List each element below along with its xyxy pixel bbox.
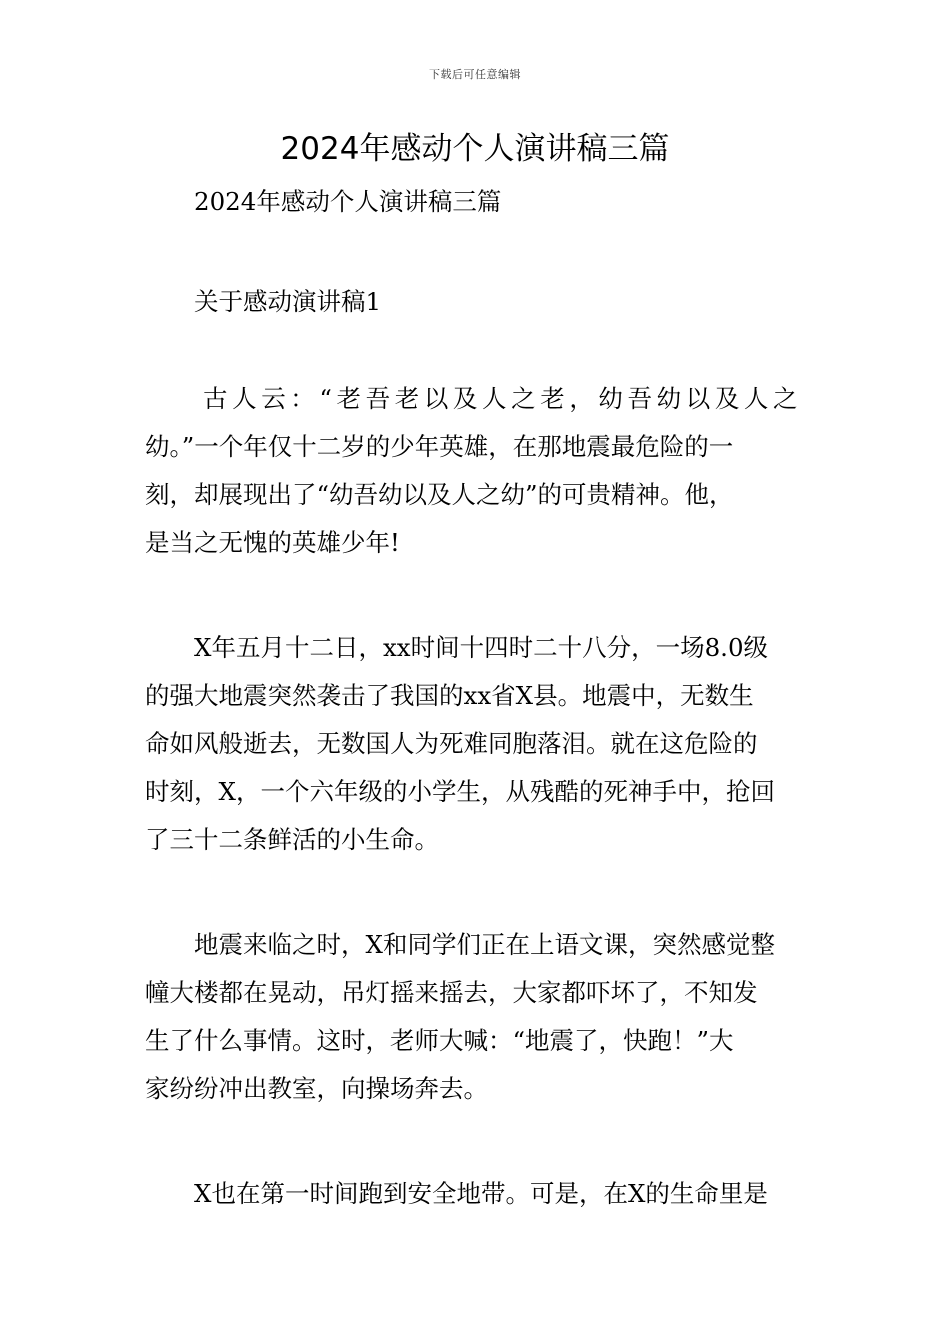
paragraph-line: 刻，却展现出了“幼吾幼以及人之幼”的可贵精神。他，	[145, 480, 734, 509]
paragraph-line: 了三十二条鲜活的小生命。	[145, 825, 439, 854]
paragraph-line: 幢大楼都在晃动，吊灯摇来摇去，大家都吓坏了，不知发	[145, 978, 758, 1007]
paragraph-line: 的强大地震突然袭击了我国的xx省X县。地震中，无数生	[145, 681, 754, 710]
paragraph-1	[145, 375, 807, 567]
paragraph-line: 幼。”一个年仅十二岁的少年英雄，在那地震最危险的一	[145, 432, 734, 461]
paragraph-line: 命如风般逝去，无数国人为死难同胞落泪。就在这危险的	[145, 729, 758, 758]
paragraph-line: 时刻，X，一个六年级的小学生，从残酷的死神手中，抢回	[145, 777, 775, 806]
paragraph-2	[145, 624, 807, 864]
paragraph-line: X也在第一时间跑到安全地带。可是，在X的生命里是	[194, 1179, 768, 1208]
paragraph-line: X年五月十二日，xx时间十四时二十八分，一场8.0级	[194, 633, 769, 662]
paragraph-line: 家纷纷冲出教室，向操场奔去。	[145, 1074, 488, 1103]
paragraph-line: 地震来临之时，X和同学们正在上语文课，突然感觉整	[194, 930, 775, 959]
paragraph-line: 古人云：“老吾老以及人之老，幼吾幼以及人之	[203, 384, 803, 413]
paragraph-3	[145, 921, 807, 1113]
document-title: 2024年感动个人演讲稿三篇	[280, 131, 670, 167]
section-heading: 关于感动演讲稿1	[194, 287, 382, 316]
paragraph-line: 生了什么事情。这时，老师大喊：“地震了，快跑！”大	[145, 1026, 734, 1055]
document-subtitle: 2024年感动个人演讲稿三篇	[194, 187, 502, 216]
paragraph-line: 是当之无愧的英雄少年!	[145, 528, 400, 557]
header-note: 下载后可任意编辑	[429, 68, 521, 81]
paragraph-4	[145, 1170, 807, 1218]
